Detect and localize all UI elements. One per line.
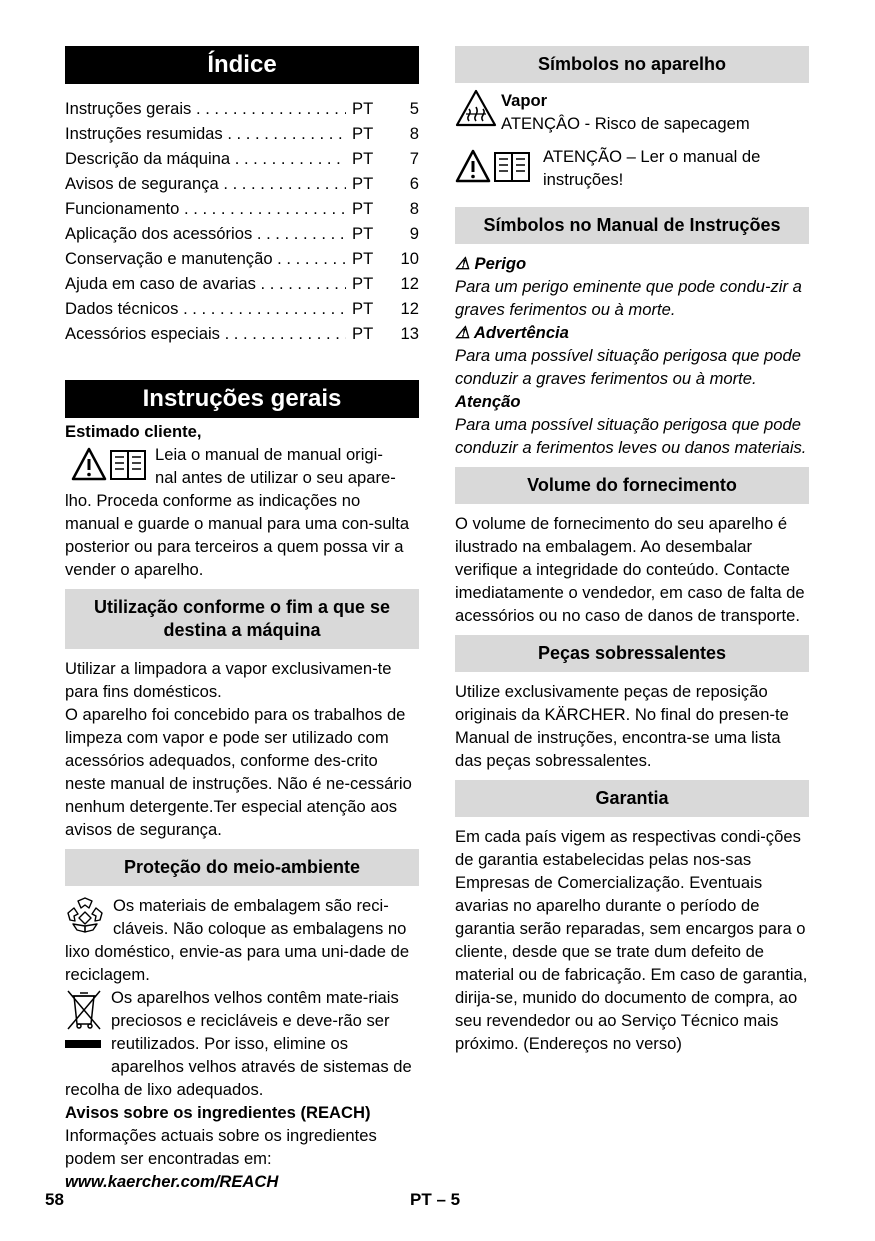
warning-triangle-icon: ⚠	[455, 254, 470, 273]
danger-label: Perigo	[474, 254, 527, 273]
toc-entry-page: 9	[409, 224, 419, 243]
device-symbols-heading: Símbolos no aparelho	[455, 46, 809, 83]
environment-heading: Proteção do meio-ambiente	[65, 849, 419, 886]
toc-entry[interactable]	[65, 221, 419, 246]
toc-entry-lang: PT	[352, 324, 374, 343]
toc-entry-title: Instruções resumidas . . .	[65, 121, 346, 146]
reach-link[interactable]: www.kaercher.com/REACH	[65, 1172, 279, 1191]
disposal-block	[65, 986, 419, 1101]
left-column	[65, 46, 419, 1193]
danger-text: Para um perigo eminente que pode condu-zir a graves ferimentos ou à morte.	[455, 277, 802, 319]
environment-body	[65, 894, 419, 1193]
toc-entry-title: Dados técnicos . . .	[65, 296, 346, 321]
warning-text: Para uma possível situação perigosa que pode conduzir a graves ferimentos ou à morte.	[455, 346, 801, 388]
toc-entry[interactable]	[65, 321, 419, 346]
manual-symbol-row	[455, 145, 809, 191]
scope-of-delivery-text: O volume de fornecimento do seu aparelho é ilustrado na embalagem. Ao desembalar verifique a integridade do conteúdo. Contacte imediatamente o vendedor, em caso de falta de acessórios ou no caso de danos de transporte.	[455, 514, 805, 625]
toc-entry-lang: PT	[352, 99, 374, 118]
hot-steam-icon	[455, 89, 497, 129]
toc-entry-lang: PT	[352, 249, 374, 268]
toc-entry-page: 6	[409, 174, 419, 193]
warning-manual-icon	[455, 149, 535, 185]
section-page-ref: PT – 5	[410, 1190, 461, 1209]
toc-entry[interactable]	[65, 146, 419, 171]
toc-entry-page: 10	[400, 249, 419, 268]
warranty-text: Em cada país vigem as respectivas condi-ções de garantia estabelecidas pelas nos-sas Empresas de Comercialização. Eventuais avarias no aparelho durante o período de garantia serão reparadas, sem encargos para o cliente, desde que se trate dum defeito de material ou de fabricação. Em caso de garantia, dirija-se, munido do documento de compra, ao seu revendedor ou ao Serviço Técnico mais próximo. (Endereços no verso)	[455, 827, 808, 1053]
toc-entry-page: 13	[400, 324, 419, 343]
greeting: Estimado cliente,	[65, 422, 202, 441]
intro-text: lho. Proceda conforme as indicações no manual e guarde o manual para uma con-sulta posterior ou para terceiros a quem possa vir a vender o aparelho.	[65, 491, 410, 579]
toc-entry-title: Funcionamento . . .	[65, 196, 346, 221]
toc-entry-title: Conservação e manutenção . . .	[65, 246, 346, 271]
warning-label: Advertência	[473, 323, 569, 342]
steam-warning: ATENÇÂO - Risco de sapecagem	[501, 114, 750, 133]
intended-use-paragraph-2: O aparelho foi concebido para os trabalhos de limpeza com vapor e pode ser utilizado com acessórios adequados, conforme des-crito neste manual de instruções. Não é ne-cessário nenhum detergente.Ter especial atenção aos avisos de segurança.	[65, 705, 412, 839]
toc-entry[interactable]	[65, 296, 419, 321]
manual-warning: ATENÇÃO – Ler o manual de instruções!	[543, 147, 761, 189]
toc-entry-page: 12	[400, 274, 419, 293]
toc-entry-lang: PT	[352, 199, 374, 218]
toc-entry-page: 7	[409, 149, 419, 168]
spare-parts-heading: Peças sobressalentes	[455, 635, 809, 672]
toc-entry-page: 8	[409, 199, 419, 218]
intro-block	[65, 443, 419, 581]
warning-triangle-icon: ⚠	[455, 323, 470, 342]
toc-entry-lang: PT	[352, 274, 374, 293]
disposal-text: Os aparelhos velhos contêm mate-riais preciosos e recicláveis e deve-rão ser reutilizados. Por isso, elimine os aparelhos velhos através de sistemas de recolha de lixo adequados.	[65, 988, 412, 1099]
intro-line-1: Leia o manual de manual origi-	[155, 445, 383, 464]
steam-symbol-text	[501, 89, 750, 135]
warning-manual-icon	[71, 447, 147, 483]
page-number: 58	[45, 1190, 64, 1209]
index-heading: Índice	[65, 46, 419, 84]
toc-entry[interactable]	[65, 171, 419, 196]
toc-entry-lang: PT	[352, 299, 374, 318]
toc-entry-lang: PT	[352, 224, 374, 243]
toc-entry[interactable]	[65, 246, 419, 271]
recycle-text: Os materiais de embalagem são reci-cláveis. Não coloque as embalagens no lixo doméstico, envie-as para uma uni-dade de reciclagem.	[65, 896, 410, 984]
toc-entry-title: Descrição da máquina . . .	[65, 146, 346, 171]
steam-label: Vapor	[501, 91, 548, 110]
reach-heading: Avisos sobre os ingredientes (REACH)	[65, 1103, 371, 1122]
spare-parts-text: Utilize exclusivamente peças de reposição originais da KÄRCHER. No final do presen-te Manual de instruções, encontra-se uma lista das peças sobressalentes.	[455, 682, 789, 770]
warning-label-line	[455, 321, 809, 344]
recycle-icon	[65, 896, 105, 938]
toc-entry-lang: PT	[352, 149, 374, 168]
toc-entry[interactable]	[65, 196, 419, 221]
intro-line-2: nal antes de utilizar o seu apare-	[155, 468, 396, 487]
table-of-contents	[65, 96, 419, 346]
intended-use-paragraph-1: Utilizar a limpadora a vapor exclusivamen-te para fins domésticos.	[65, 659, 392, 701]
scope-of-delivery-heading: Volume do fornecimento	[455, 467, 809, 504]
toc-entry-title: Acessórios especiais . . .	[65, 321, 346, 346]
caution-label: Atenção	[455, 392, 521, 411]
crossed-bin-icon	[65, 988, 103, 1056]
intended-use-heading: Utilização conforme o fim a que se destina a máquina	[65, 589, 419, 649]
toc-entry[interactable]	[65, 271, 419, 296]
toc-entry-lang: PT	[352, 174, 374, 193]
caution-text: Para uma possível situação perigosa que pode conduzir a ferimentos leves ou danos materiais.	[455, 415, 807, 457]
reach-text: Informações actuais sobre os ingredientes podem ser encontradas em:	[65, 1126, 377, 1168]
toc-entry-page: 12	[400, 299, 419, 318]
toc-entry-title: Aplicação dos acessórios . . .	[65, 221, 346, 246]
steam-symbol-row	[455, 89, 809, 135]
danger-label-line	[455, 252, 809, 275]
general-instructions-heading: Instruções gerais	[65, 380, 419, 418]
manual-symbols-heading: Símbolos no Manual de Instruções	[455, 207, 809, 244]
toc-entry-page: 8	[409, 124, 419, 143]
right-column	[455, 46, 809, 1055]
toc-entry[interactable]	[65, 96, 419, 121]
toc-entry[interactable]	[65, 121, 419, 146]
manual-symbols-body	[455, 252, 809, 459]
intended-use-body	[65, 657, 419, 841]
toc-entry-title: Ajuda em caso de avarias . . .	[65, 271, 346, 296]
toc-entry-title: Avisos de segurança . . .	[65, 171, 346, 196]
toc-entry-title: Instruções gerais . . .	[65, 96, 346, 121]
toc-entry-lang: PT	[352, 124, 374, 143]
recycle-block	[65, 894, 419, 986]
toc-entry-page: 5	[409, 99, 419, 118]
warranty-heading: Garantia	[455, 780, 809, 817]
